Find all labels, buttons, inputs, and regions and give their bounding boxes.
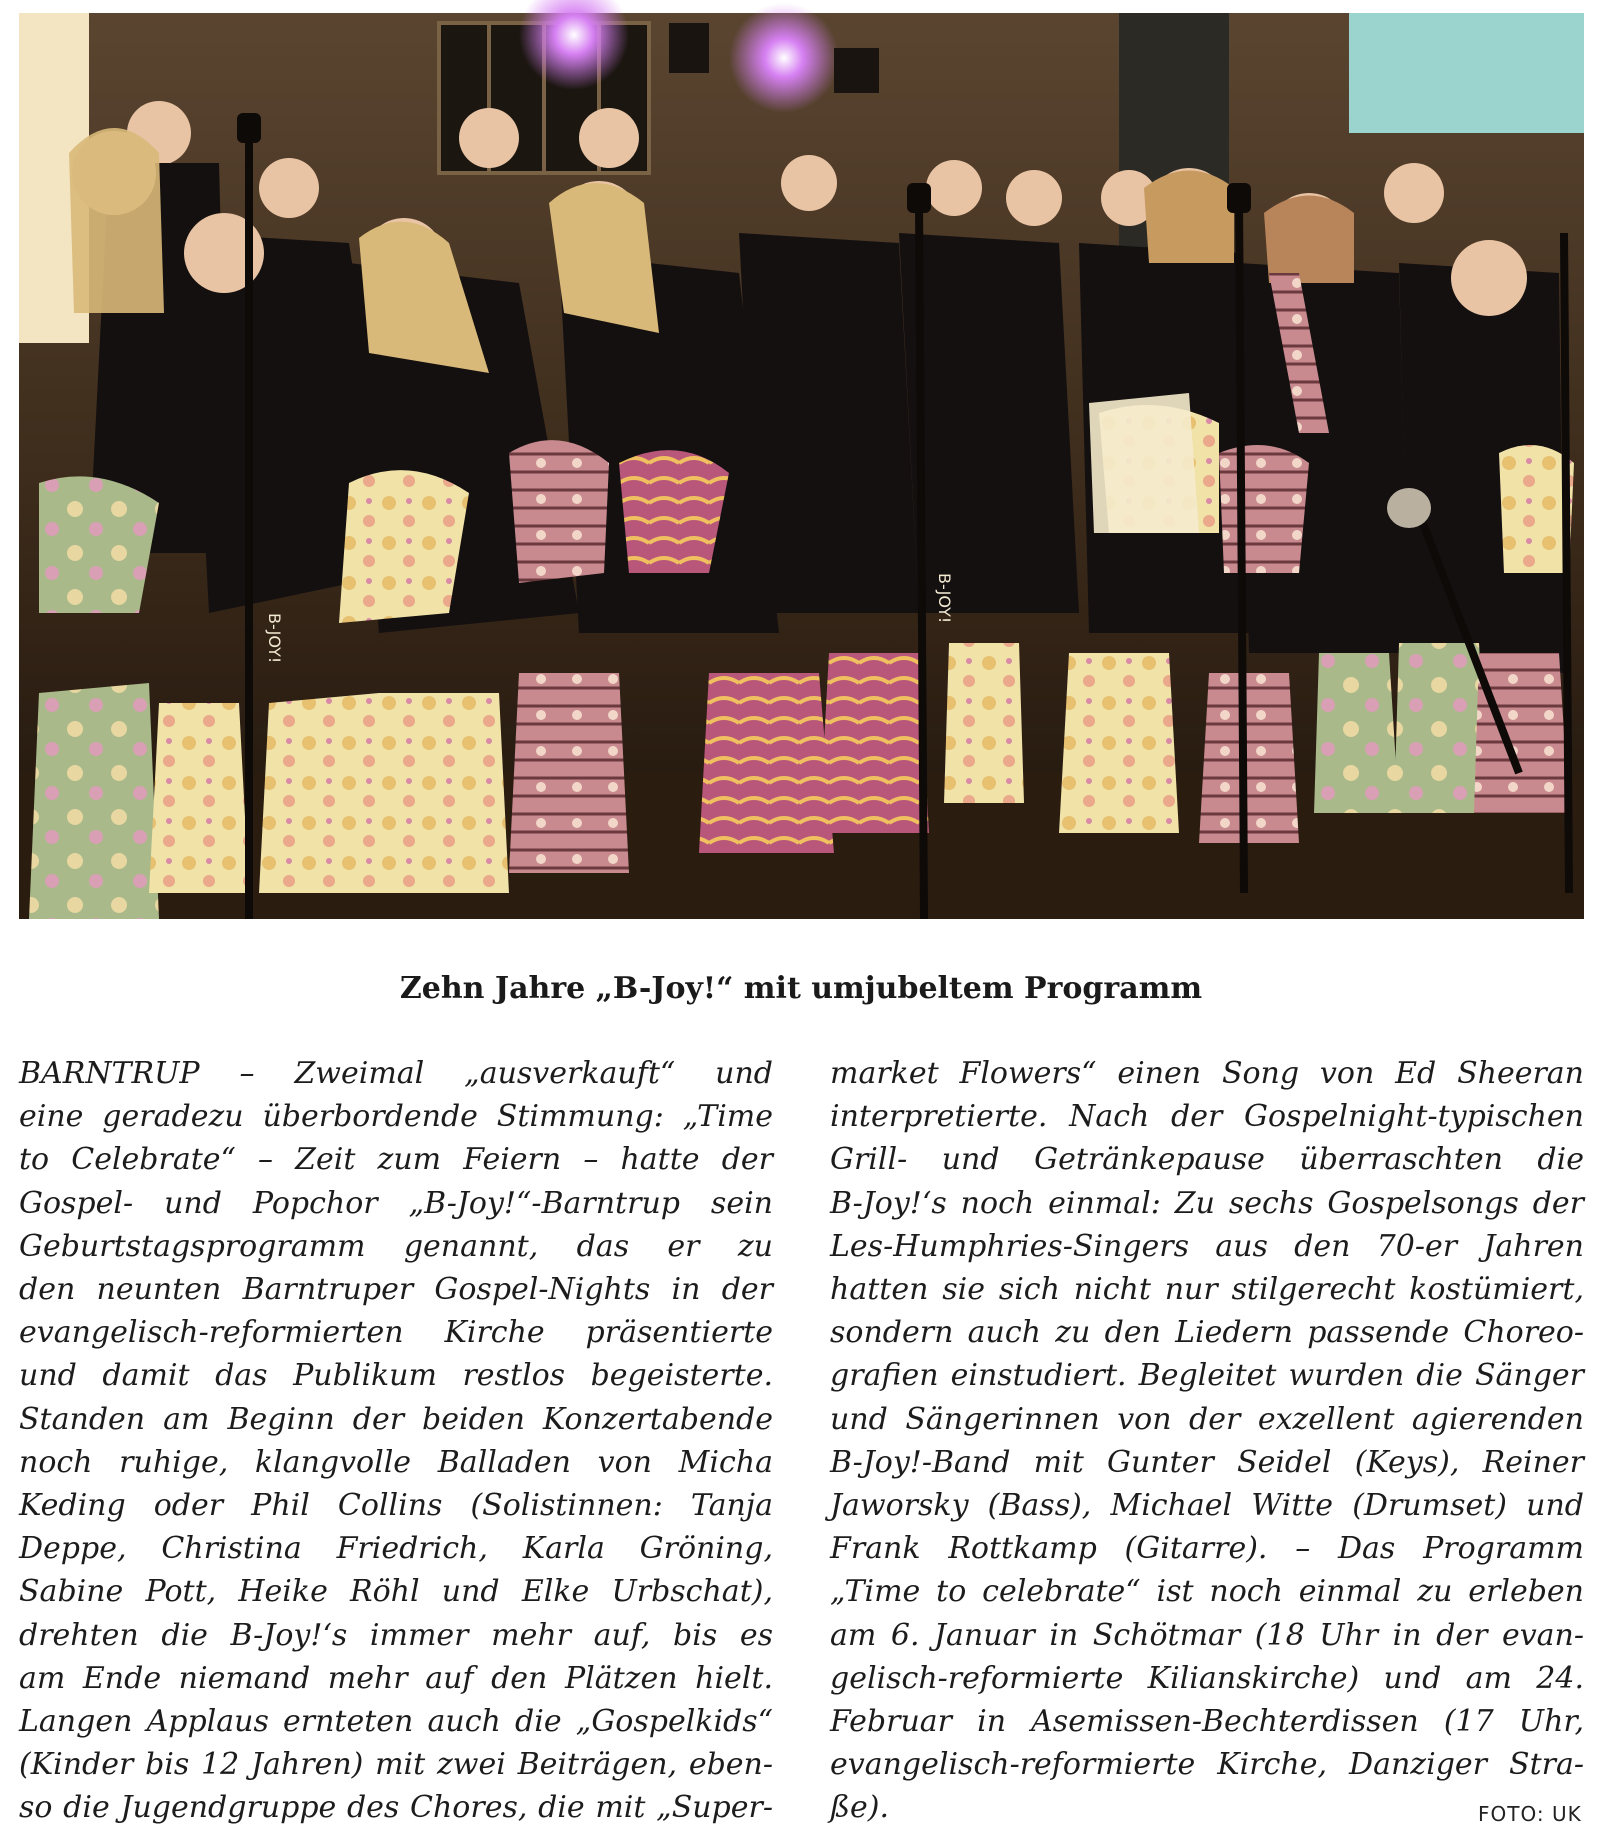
text-line: ße).	[830, 1790, 890, 1826]
text-line: gelisch-reformierte Kilianskirche) und am 24.	[830, 1660, 1584, 1696]
text-line: Langen Applaus ernteten auch die „Gospelkids“	[19, 1704, 773, 1740]
text-line: to Celebrate“ – Zeit zum Feiern – hatte der	[19, 1142, 773, 1178]
text-line: interpretierte. Nach der Gospelnight-typischen	[830, 1099, 1584, 1135]
text-line: (Kinder bis 12 Jahren) mit zwei Beiträgen, eben-	[19, 1747, 773, 1783]
text-line: und Sängerinnen von der exzellent agierenden	[830, 1401, 1584, 1437]
mic-stand-label: B-JOY!	[265, 613, 284, 664]
mic-stand-label: B-JOY!	[935, 573, 954, 624]
text-line: Sabine Pott, Heike Röhl und Elke Urbschat),	[19, 1574, 773, 1610]
text-line: am 6. Januar in Schötmar (18 Uhr in der evan-	[830, 1617, 1584, 1653]
text-line: BARNTRUP – Zweimal „ausverkauft“ und	[19, 1056, 773, 1091]
text-line: Les-Humphries-Singers aus den 70-er Jahren	[830, 1228, 1584, 1264]
text-line: Februar in Asemissen-Bechterdissen (17 Uhr,	[830, 1704, 1584, 1740]
text-line: noch ruhige, klangvolle Balladen von Micha	[19, 1444, 773, 1480]
article-headline: Zehn Jahre „B-Joy!“ mit umjubeltem Programm	[399, 971, 1203, 1006]
text-line: Grill- und Getränkepause überraschten die	[830, 1142, 1584, 1178]
article-body-left-column	[19, 1052, 773, 1826]
text-line: Standen am Beginn der beiden Konzertabende	[19, 1401, 773, 1437]
choir-performance-photo	[19, 13, 1584, 919]
text-line: und damit das Publikum restlos begeisterte.	[19, 1358, 773, 1394]
text-line: B-Joy!‘s noch einmal: Zu sechs Gospelsongs der	[830, 1185, 1584, 1221]
text-line: am Ende niemand mehr auf den Plätzen hielt.	[19, 1660, 773, 1696]
text-line: „Time to celebrate“ ist noch einmal zu erleben	[830, 1574, 1584, 1610]
text-line: evangelisch-reformierte Kirche, Danziger Stra-	[830, 1747, 1584, 1783]
text-line: den neunten Barntruper Gospel-Nights in der	[19, 1272, 773, 1308]
text-line: B-Joy!-Band mit Gunter Seidel (Keys), Reiner	[830, 1444, 1584, 1480]
text-line: Geburtstagsprogramm genannt, das er zu	[19, 1228, 773, 1264]
text-line: Frank Rottkamp (Gitarre). – Das Programm	[830, 1531, 1584, 1567]
photo-credit: FOTO: UK	[1478, 1802, 1582, 1826]
text-line: Deppe, Christina Friedrich, Karla Gröning,	[19, 1531, 773, 1567]
text-line: Jaworsky (Bass), Michael Witte (Drumset) und	[830, 1488, 1584, 1524]
text-line: evangelisch-reformierten Kirche präsentierte	[19, 1315, 773, 1351]
text-line: market Flowers“ einen Song von Ed Sheeran	[830, 1056, 1584, 1091]
text-line: Gospel- und Popchor „B-Joy!“-Barntrup sein	[19, 1185, 773, 1221]
text-line: hatten sie sich nicht nur stilgerecht kostümiert,	[830, 1272, 1584, 1308]
article-photo	[19, 13, 1584, 919]
text-line: grafien einstudiert. Begleitet wurden die Sänger	[830, 1358, 1584, 1394]
text-line: Keding oder Phil Collins (Solistinnen: Tanja	[19, 1488, 773, 1524]
text-line: sondern auch zu den Liedern passende Choreo-	[830, 1315, 1584, 1351]
text-line: drehten die B-Joy!‘s immer mehr auf, bis es	[19, 1617, 773, 1653]
text-line: eine geradezu überbordende Stimmung: „Time	[19, 1099, 773, 1135]
text-line: so die Jugendgruppe des Chores, die mit „Super-	[19, 1790, 773, 1826]
